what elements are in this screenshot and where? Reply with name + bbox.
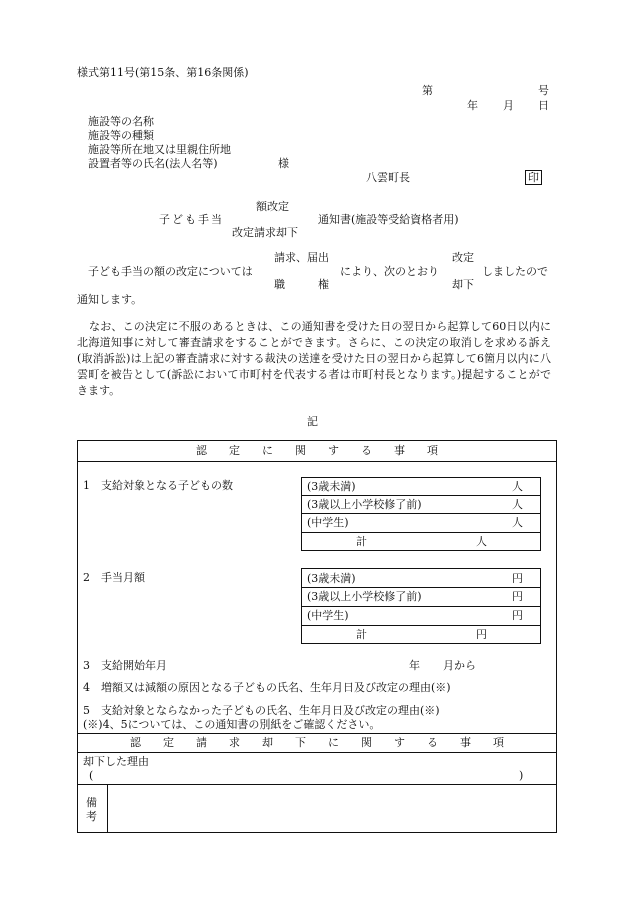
divider — [301, 606, 541, 607]
amount-total-unit: 円 — [476, 628, 487, 641]
intro-option-top-right: 改定 — [452, 251, 474, 264]
divider — [301, 495, 541, 496]
separate-sheet-note: (※)4、5については、この通知書の別紙をご確認ください。 — [83, 718, 381, 731]
divider — [107, 784, 108, 833]
children-row-unit: 人 — [512, 516, 523, 529]
remarks-label-1: 備 — [86, 796, 97, 809]
divider — [301, 532, 541, 533]
item3-label: 3 支給開始年月 — [83, 659, 167, 672]
amount-row-label: (中学生) — [307, 609, 349, 622]
intro-option-top: 請求、届出 — [274, 251, 329, 264]
amount-row-unit: 円 — [512, 609, 523, 622]
item2-label: 2 手当月額 — [83, 571, 145, 584]
item3-year: 年 — [409, 659, 420, 672]
number-go: 号 — [538, 84, 549, 97]
item5-label: 5 支給対象とならなかった子どもの氏名、生年月日及び改定の理由(※) — [83, 704, 440, 717]
children-row-label: (3歳未満) — [307, 480, 356, 493]
founder-name-label: 設置者等の氏名(法人名等) — [88, 157, 218, 170]
intro-option-bottom-right: 却下 — [452, 278, 474, 291]
facility-name-label: 施設等の名称 — [88, 115, 154, 128]
amount-row-label: (3歳未満) — [307, 572, 356, 585]
form-number: 様式第11号(第15条、第16条関係) — [77, 66, 249, 79]
intro-prefix: 子ども手当の額の改定については — [88, 265, 253, 278]
divider — [301, 587, 541, 588]
facility-location-label: 施設等所在地又は里親住所地 — [88, 143, 231, 156]
divider — [301, 625, 541, 626]
number-dai: 第 — [422, 84, 433, 97]
children-total-label: 計 — [356, 535, 367, 548]
title-option-top: 額改定 — [256, 200, 289, 213]
item4-label: 4 増額又は減額の原因となる子どもの氏名、生年月日及び改定の理由(※) — [83, 681, 451, 694]
children-row-unit: 人 — [512, 498, 523, 511]
divider — [77, 752, 557, 753]
amount-row-unit: 円 — [512, 572, 523, 585]
amount-total-label: 計 — [356, 628, 367, 641]
rejection-reason-label: 却下した理由 — [83, 755, 149, 768]
intro-last: 通知します。 — [77, 293, 143, 306]
children-total-unit: 人 — [476, 535, 487, 548]
divider — [77, 784, 557, 785]
title-option-bottom: 改定請求却下 — [232, 226, 298, 239]
intro-suffix: しましたので — [482, 265, 548, 278]
reason-paren-close: ) — [519, 769, 524, 782]
issuer-name: 八雲町長 — [366, 171, 410, 184]
divider — [77, 461, 557, 462]
title-main-right: 通知書(施設等受給資格者用) — [318, 213, 459, 226]
reason-paren-open: ( — [89, 769, 94, 782]
date-month: 月 — [503, 99, 514, 112]
children-row-label: (中学生) — [307, 516, 349, 529]
amount-row-unit: 円 — [512, 590, 523, 603]
item3-month: 月から — [443, 659, 476, 672]
intro-option-bottom-left: 職 権 — [274, 278, 329, 291]
seal-mark: 印 — [525, 170, 542, 185]
children-row-unit: 人 — [512, 480, 523, 493]
item1-label: 1 支給対象となる子どもの数 — [83, 479, 233, 492]
sama-label: 様 — [278, 157, 289, 170]
amount-row-label: (3歳以上小学校修了前) — [307, 590, 422, 603]
section2-header: 認 定 請 求 却 下 に 関 す る 事 項 — [130, 736, 504, 749]
remarks-label-2: 考 — [86, 810, 97, 823]
title-main-left: 子ども手当 — [159, 213, 224, 226]
intro-mid: により、次のとおり — [340, 265, 439, 278]
divider — [301, 513, 541, 514]
divider — [77, 733, 557, 734]
date-day: 日 — [538, 99, 549, 112]
section1-header: 認 定 に 関 す る 事 項 — [196, 444, 438, 457]
facility-type-label: 施設等の種類 — [88, 129, 154, 142]
appeal-notice-paragraph: なお、この決定に不服のあるときは、この通知書を受けた日の翌日から起算して60日以内に北海道知事に対して審査請求をすることができます。さらに、この決定の取消しを求める訴え(取消訴訟)は上記の審査請求に対する裁決の送達を受けた日の翌日から起算して6箇月以内に八雲町を被告として(訴訟において市町村を代表する者は市町村長となります。)提起することができます。 — [77, 320, 551, 397]
date-year: 年 — [467, 99, 478, 112]
children-row-label: (3歳以上小学校修了前) — [307, 498, 422, 511]
ki-label: 記 — [307, 415, 318, 428]
